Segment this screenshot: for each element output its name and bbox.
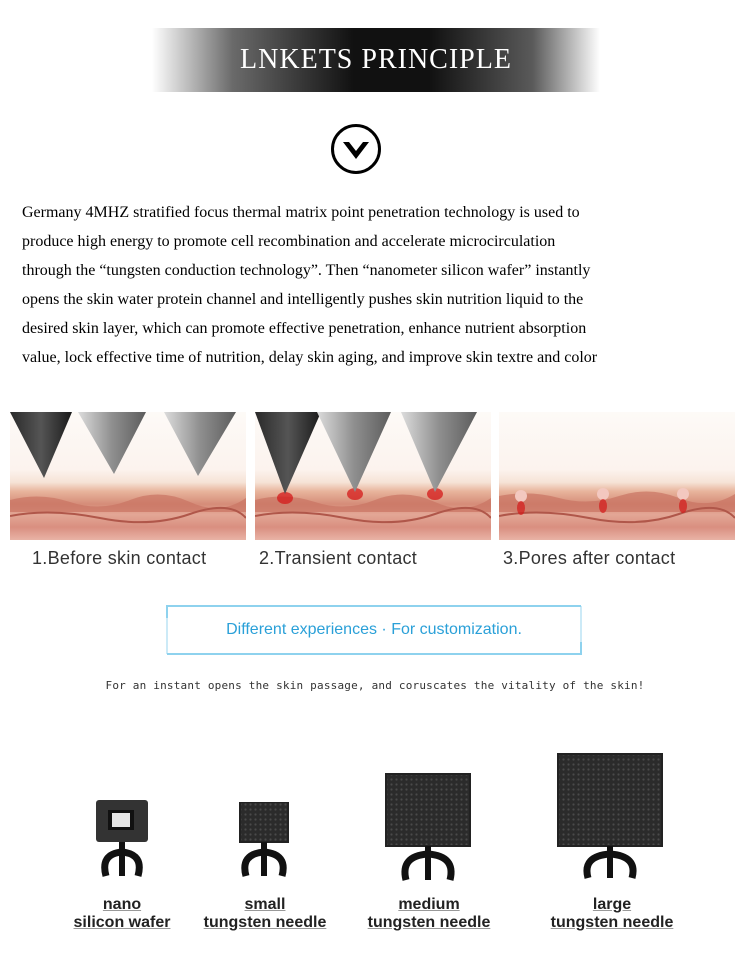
page-title: LNKETS PRINCIPLE bbox=[240, 44, 512, 75]
tip-label-line1: nano bbox=[102, 896, 142, 913]
medium-tungsten-needle-tip bbox=[384, 772, 472, 882]
stage-image-transient-contact bbox=[255, 412, 491, 540]
intro-line: produce high energy to promote cell recombination and accelerate microcirculation bbox=[22, 233, 556, 250]
nano-silicon-wafer-tip bbox=[94, 798, 150, 878]
intro-line: desired skin layer, which can promote effective penetration, enhance nutrient absorption bbox=[22, 320, 587, 337]
tagline: For an instant opens the skin passage, and coruscates the vitality of the skin! bbox=[105, 679, 645, 692]
small-tungsten-needle-tip bbox=[238, 802, 290, 878]
tip-label-medium bbox=[354, 896, 504, 932]
stage-caption-1: 1.Before skin contact bbox=[32, 548, 207, 568]
chevron-down-icon bbox=[331, 124, 381, 174]
tip-label-large bbox=[534, 896, 690, 932]
tip-label-line2: tungsten needle bbox=[550, 914, 674, 931]
tip-label-line2: tungsten needle bbox=[367, 914, 491, 931]
customization-banner bbox=[165, 604, 583, 656]
tip-label-small bbox=[190, 896, 340, 932]
customization-text: Different experiences · For customization. bbox=[226, 621, 522, 638]
tip-label-nano bbox=[60, 896, 184, 932]
stage-caption-2: 2.Transient contact bbox=[259, 548, 418, 568]
intro-line: Germany 4MHZ stratified focus thermal matrix point penetration technology is used to bbox=[22, 204, 580, 221]
tip-label-line1: medium bbox=[398, 896, 460, 913]
large-tungsten-needle-tip bbox=[556, 752, 664, 880]
stage-caption-3: 3.Pores after contact bbox=[503, 548, 676, 568]
title-banner bbox=[152, 28, 600, 92]
tip-label-line1: small bbox=[244, 896, 286, 913]
intro-line: opens the skin water protein channel and intelligently pushes skin nutrition liquid to the bbox=[22, 291, 584, 308]
stage-image-pores-after-contact bbox=[499, 412, 735, 540]
tip-label-line1: large bbox=[592, 896, 632, 913]
tip-label-line2: silicon wafer bbox=[73, 914, 171, 931]
tip-label-line2: tungsten needle bbox=[203, 914, 327, 931]
intro-line: value, lock effective time of nutrition, delay skin aging, and improve skin textre and color bbox=[22, 349, 598, 366]
intro-paragraph bbox=[22, 198, 738, 372]
intro-line: through the “tungsten conduction technology”. Then “nanometer silicon wafer” instantly bbox=[22, 262, 591, 279]
stage-image-before-contact bbox=[10, 412, 246, 540]
